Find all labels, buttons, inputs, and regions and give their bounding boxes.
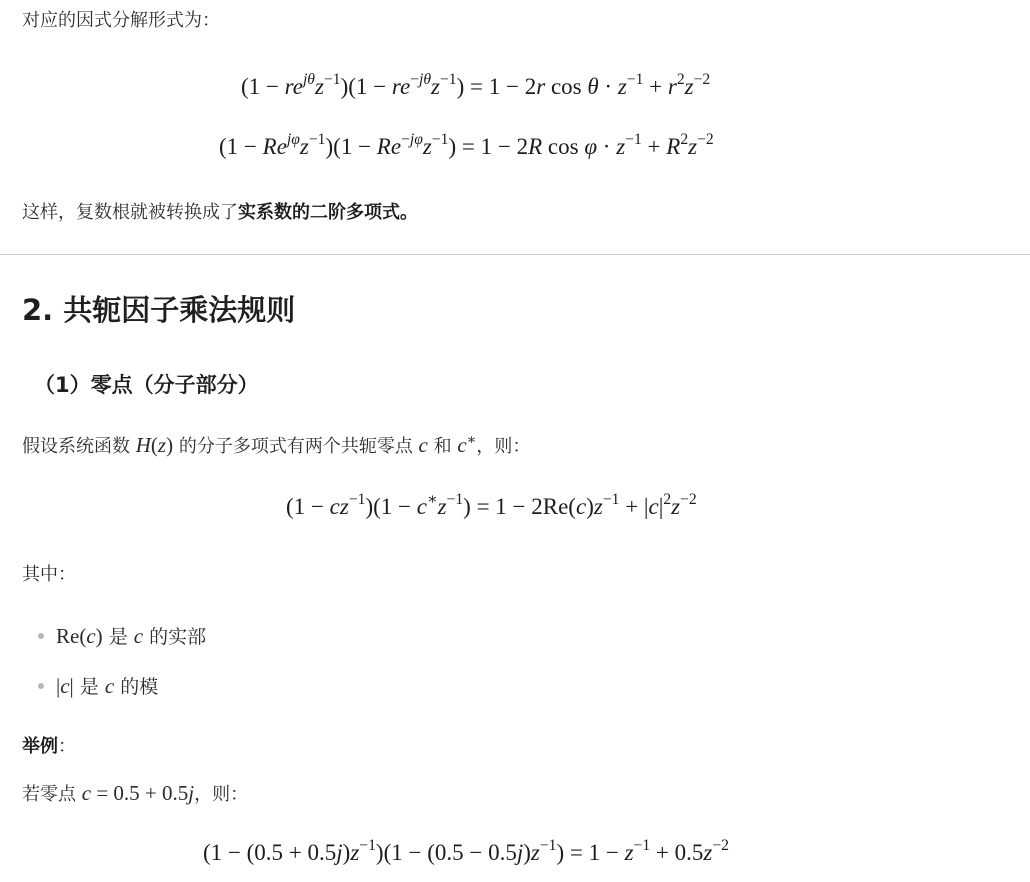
math-abs-c: |c| <box>56 674 74 698</box>
equation-example: $(1 - (0.5 + 0.5j)z^{-1})(1 - (0.5 - 0.5j)z^{-1}) = 1 - z^{-1} + 0.5z^{-2}$ <box>203 837 729 865</box>
math-c: c <box>418 433 428 457</box>
conclusion-prefix: 这样，复数根就被转换成了 <box>22 202 238 223</box>
math-Hz: H(z) <box>135 433 174 457</box>
section-divider <box>0 254 1030 255</box>
assumption-text <box>22 432 530 461</box>
assume-part4: ，则： <box>476 436 531 457</box>
list-item-suffix: 是 <box>73 676 105 698</box>
example-text <box>22 780 248 808</box>
assume-part3: 和 <box>427 436 458 457</box>
example-label <box>22 734 76 760</box>
bullet-icon <box>38 683 44 689</box>
math-c: c <box>133 624 144 648</box>
example-colon: ： <box>58 736 76 757</box>
assume-part2: 的分子多项式有两个共轭零点 <box>173 436 419 457</box>
math-c: c <box>104 674 115 698</box>
bullet-icon <box>38 633 44 639</box>
list-item-suffix: 是 <box>102 626 134 648</box>
equation-conjugate-poles-r: $(1 - re^{j\theta}z^{-1})(1 - re^{-j\theta}z^{-1}) = 1 - 2r$ $\cos \theta \cdot z^{-1} + r^2z^{-2}$ <box>241 71 711 99</box>
list-item <box>38 672 158 701</box>
where-label: 其中： <box>22 564 76 585</box>
section-heading: 2. 共轭因子乘法规则 <box>22 293 296 327</box>
list-item <box>38 622 206 651</box>
example-suffix: ，则： <box>194 784 249 805</box>
conclusion-bold: 实系数的二阶多项式。 <box>238 202 418 223</box>
equation-conjugate-poles-R: $(1 - Re^{j\varphi}z^{-1})(1 - Re^{-j\varphi}z^{-1}) = 1 - 2R$ $\cos \varphi \cdot z^{-1} + R^2z^{-2}$ <box>219 131 714 159</box>
equation-conjugate-zeros: $(1 - cz^{-1})(1 - c^∗z^{-1}) = 1 - 2Re(c)z^{-1} + |c|^2z^{-2}$ <box>286 491 697 519</box>
assume-part1: 假设系统函数 <box>22 436 136 457</box>
list-item-tail: 的实部 <box>143 626 207 648</box>
intro-text: 对应的因式分解形式为： <box>22 10 220 31</box>
subsection-heading: （1）零点（分子部分） <box>34 373 259 397</box>
example-label-bold: 举例 <box>22 736 58 757</box>
math-c-conj: c∗ <box>457 432 477 457</box>
math-c-value: c = 0.5 + 0.5j <box>81 781 195 805</box>
list-item-tail: 的模 <box>114 676 159 698</box>
conclusion-text <box>22 200 418 226</box>
example-prefix: 若零点 <box>22 784 82 805</box>
math-Re-c: Re(c) <box>56 624 103 648</box>
